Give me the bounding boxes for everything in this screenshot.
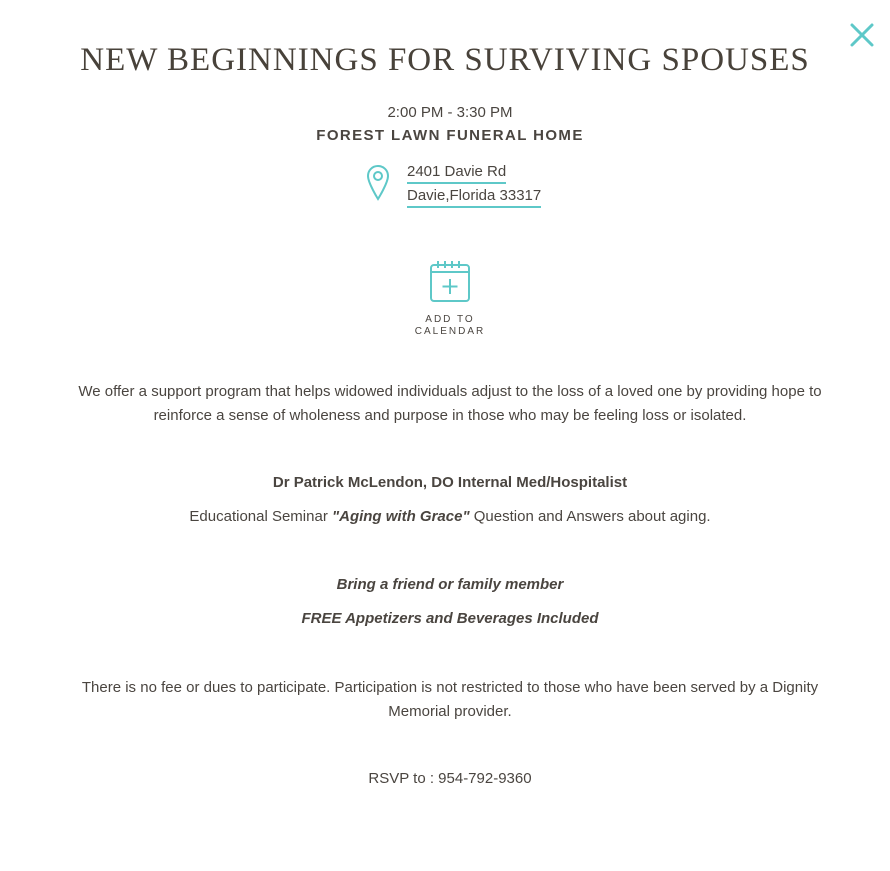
bring-friend-note: Bring a friend or family member	[336, 576, 564, 593]
add-to-calendar-button[interactable]	[395, 258, 505, 338]
map-pin-icon	[366, 164, 390, 202]
event-venue: FOREST LAWN FUNERAL HOME	[316, 127, 584, 144]
rsvp-line: RSVP to : 954-792-9360	[368, 770, 532, 787]
seminar-line	[50, 505, 850, 529]
intro-paragraph: We offer a support program that helps widowed individuals adjust to the loss of a loved one by providing hope to reinforce a sense of wholeness and purpose in those who may be feeling loss or isolated.	[78, 383, 822, 424]
seminar-prefix: Educational Seminar	[189, 508, 332, 525]
seminar-title: "Aging with Grace"	[332, 508, 470, 525]
event-title: NEW BEGINNINGS FOR SURVIVING SPOUSES	[80, 42, 810, 78]
calendar-add-icon	[428, 258, 472, 304]
event-time: 2:00 PM - 3:30 PM	[387, 104, 513, 121]
free-food-note: FREE Appetizers and Beverages Included	[301, 610, 599, 627]
fee-note-paragraph: There is no fee or dues to participate. Participation is not restricted to those who have been served by a Dignity Memorial provider.	[81, 679, 819, 720]
address-line2-link[interactable]: Davie,Florida 33317	[407, 187, 541, 208]
add-to-calendar-label-line2: CALENDAR	[414, 326, 486, 337]
doctor-name: Dr Patrick McLendon, DO Internal Med/Hospitalist	[272, 474, 628, 491]
add-to-calendar-label-line1: ADD TO	[425, 314, 475, 325]
address-line1-link[interactable]: 2401 Davie Rd	[407, 163, 506, 184]
seminar-suffix: Question and Answers about aging.	[469, 508, 711, 525]
